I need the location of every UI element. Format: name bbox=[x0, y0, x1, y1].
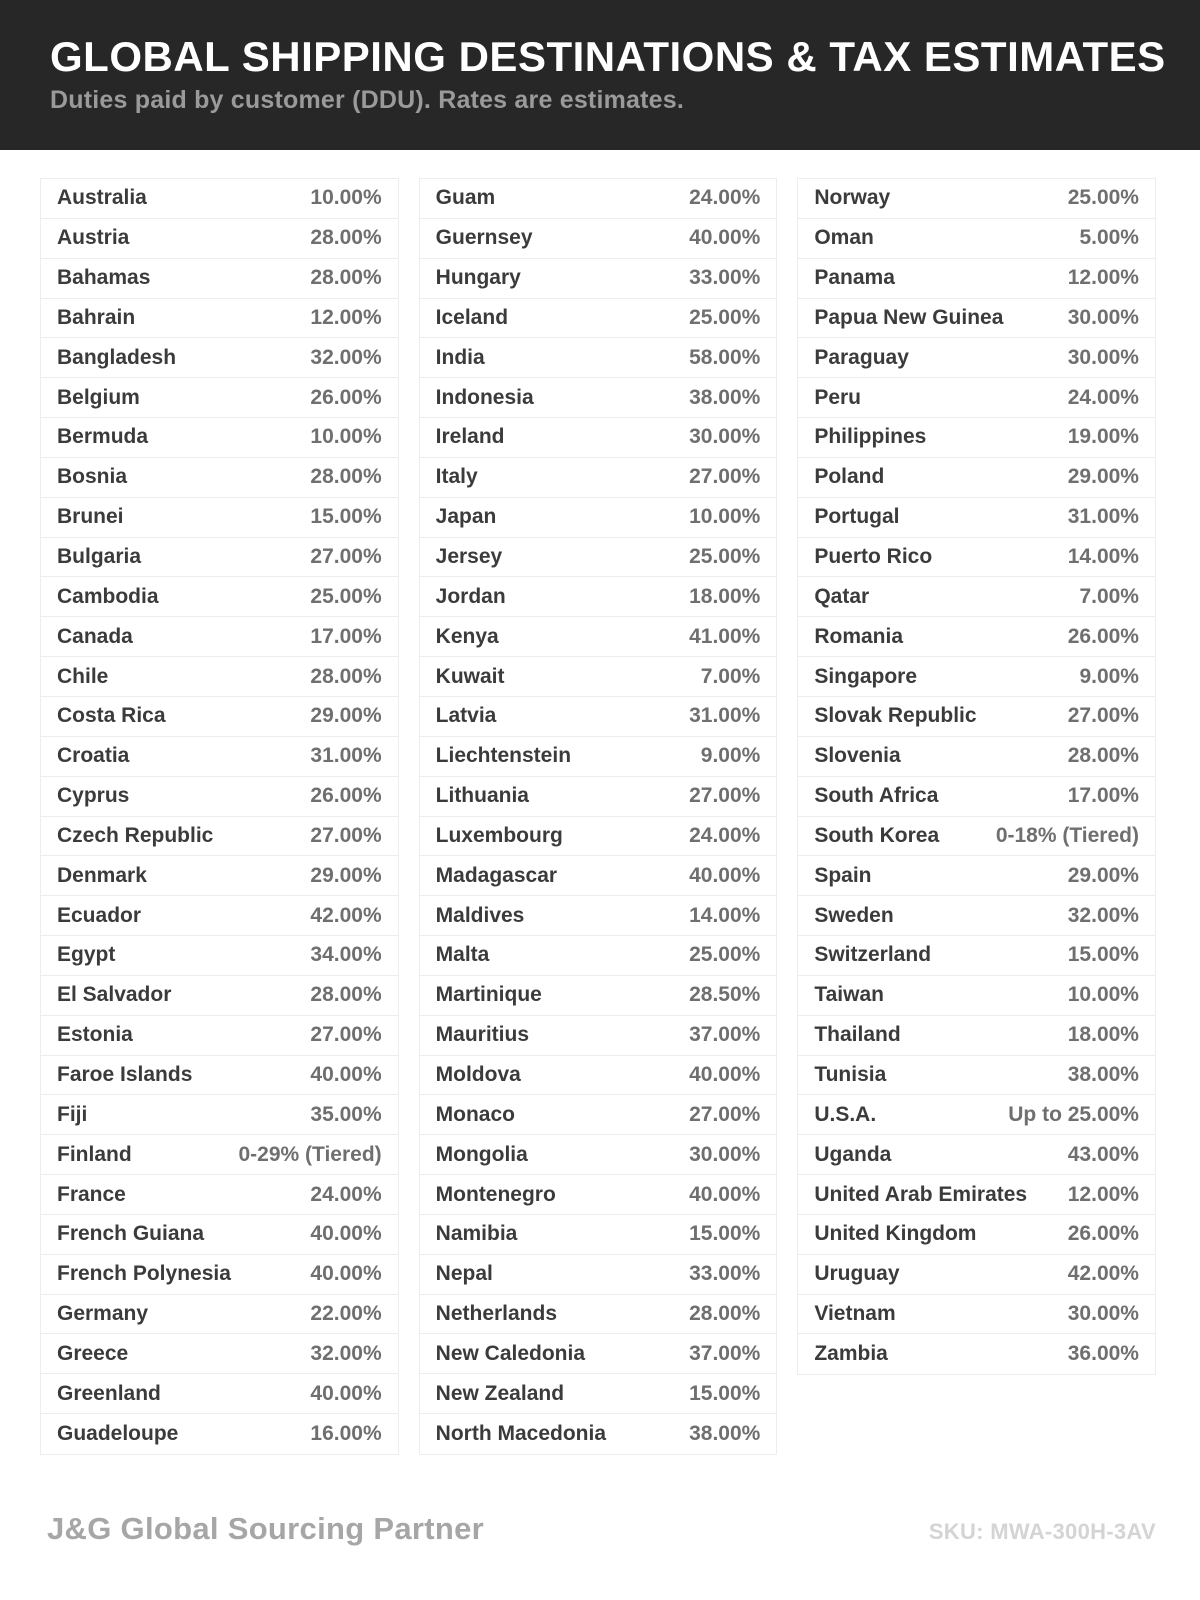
country-name: Guadeloupe bbox=[57, 1422, 179, 1446]
country-name: Egypt bbox=[57, 943, 116, 967]
table-row bbox=[798, 179, 1155, 219]
page-header bbox=[0, 0, 1200, 150]
table-row bbox=[420, 418, 777, 458]
table-row bbox=[420, 1414, 777, 1454]
tax-rate-value: 24.00% bbox=[689, 186, 761, 210]
country-name: Uganda bbox=[814, 1142, 892, 1166]
country-name: Czech Republic bbox=[57, 823, 214, 847]
table-row bbox=[41, 1095, 398, 1135]
country-name: Ireland bbox=[435, 425, 505, 449]
table-row bbox=[798, 777, 1155, 817]
table-row bbox=[798, 418, 1155, 458]
country-name: Romania bbox=[814, 624, 904, 648]
tax-rate-value: 27.00% bbox=[310, 545, 382, 569]
table-row bbox=[420, 896, 777, 936]
table-row bbox=[41, 617, 398, 657]
tax-rate-value: 9.00% bbox=[1079, 664, 1139, 688]
country-name: Namibia bbox=[435, 1222, 518, 1246]
tax-rate-value: 15.00% bbox=[1067, 943, 1139, 967]
country-name: India bbox=[435, 345, 485, 369]
tax-rate-value: 7.00% bbox=[1079, 584, 1139, 608]
table-row bbox=[420, 936, 777, 976]
country-name: Moldova bbox=[435, 1062, 521, 1086]
table-row bbox=[798, 498, 1155, 538]
tax-rate-value: 27.00% bbox=[689, 784, 761, 808]
table-row bbox=[420, 817, 777, 857]
country-name: Canada bbox=[57, 624, 133, 648]
page-title: GLOBAL SHIPPING DESTINATIONS & TAX ESTIMATES bbox=[50, 33, 1166, 80]
tax-rate-value: 35.00% bbox=[310, 1102, 382, 1126]
table-row bbox=[41, 1295, 398, 1335]
table-row bbox=[41, 418, 398, 458]
country-name: U.S.A. bbox=[814, 1102, 877, 1126]
tax-rate-value: 40.00% bbox=[310, 1222, 382, 1246]
brand-name: J&G Global Sourcing Partner bbox=[47, 1511, 485, 1546]
tax-rate-value: 32.00% bbox=[310, 1341, 382, 1365]
tax-rate-value: 40.00% bbox=[310, 1062, 382, 1086]
country-name: Netherlands bbox=[435, 1302, 558, 1326]
table-row bbox=[41, 219, 398, 259]
table-row bbox=[41, 538, 398, 578]
country-name: Paraguay bbox=[814, 345, 909, 369]
tax-rate-value: 28.00% bbox=[310, 226, 382, 250]
tax-rate-value: 30.00% bbox=[1067, 305, 1139, 329]
table-row bbox=[420, 577, 777, 617]
table-row bbox=[41, 498, 398, 538]
tax-rate-value: 15.00% bbox=[310, 505, 382, 529]
country-name: Chile bbox=[57, 664, 109, 688]
tax-rate-value: 25.00% bbox=[310, 584, 382, 608]
table-row bbox=[798, 657, 1155, 697]
country-name: French Polynesia bbox=[57, 1262, 231, 1286]
country-name: Puerto Rico bbox=[814, 545, 933, 569]
tax-rate-value: 18.00% bbox=[1067, 1023, 1139, 1047]
country-name: Germany bbox=[57, 1302, 149, 1326]
table-row bbox=[798, 737, 1155, 777]
tax-rate-value: 24.00% bbox=[1067, 385, 1139, 409]
table-row bbox=[41, 179, 398, 219]
country-name: Monaco bbox=[435, 1102, 515, 1126]
table-row bbox=[798, 1215, 1155, 1255]
tax-rate-value: 32.00% bbox=[1067, 903, 1139, 927]
tax-rate-value: 28.00% bbox=[1067, 744, 1139, 768]
table-row bbox=[41, 378, 398, 418]
table-row bbox=[420, 378, 777, 418]
table-column-2 bbox=[419, 178, 778, 1455]
country-name: French Guiana bbox=[57, 1222, 205, 1246]
tax-rate-value: 10.00% bbox=[310, 425, 382, 449]
table-row bbox=[420, 1215, 777, 1255]
country-name: Liechtenstein bbox=[435, 744, 572, 768]
tax-rate-value: 40.00% bbox=[689, 1062, 761, 1086]
tax-rate-value: 30.00% bbox=[1067, 345, 1139, 369]
tax-rate-value: 26.00% bbox=[1067, 624, 1139, 648]
country-name: Jordan bbox=[435, 584, 506, 608]
tax-rate-value: 10.00% bbox=[1067, 983, 1139, 1007]
table-row bbox=[420, 1255, 777, 1295]
country-name: Denmark bbox=[57, 863, 147, 887]
country-name: Maldives bbox=[435, 903, 525, 927]
table-row bbox=[420, 259, 777, 299]
table-row bbox=[41, 1414, 398, 1454]
table-row bbox=[420, 617, 777, 657]
tax-rate-value: 58.00% bbox=[689, 345, 761, 369]
tax-rate-value: 26.00% bbox=[310, 784, 382, 808]
table-row bbox=[420, 657, 777, 697]
table-row bbox=[798, 1056, 1155, 1096]
country-name: Qatar bbox=[814, 584, 870, 608]
table-row bbox=[41, 577, 398, 617]
tax-rate-value: 43.00% bbox=[1067, 1142, 1139, 1166]
country-name: Oman bbox=[814, 226, 874, 250]
tax-rate-value: 26.00% bbox=[310, 385, 382, 409]
country-name: Mauritius bbox=[435, 1023, 529, 1047]
table-row bbox=[798, 1095, 1155, 1135]
country-name: Jersey bbox=[435, 545, 503, 569]
country-name: Madagascar bbox=[435, 863, 558, 887]
table-row bbox=[420, 1095, 777, 1135]
table-row bbox=[41, 737, 398, 777]
tax-rate-value: 38.00% bbox=[689, 385, 761, 409]
tax-rate-value: 27.00% bbox=[689, 465, 761, 489]
tax-rate-value: 37.00% bbox=[689, 1341, 761, 1365]
tax-rate-value: 40.00% bbox=[689, 1182, 761, 1206]
tax-rate-value: 41.00% bbox=[689, 624, 761, 648]
country-name: Guernsey bbox=[435, 226, 533, 250]
table-row bbox=[41, 1215, 398, 1255]
table-row bbox=[798, 1334, 1155, 1374]
tax-rate-value: 27.00% bbox=[1067, 704, 1139, 728]
tax-rate-value: 34.00% bbox=[310, 943, 382, 967]
table-row bbox=[798, 1135, 1155, 1175]
tax-rate-value: 27.00% bbox=[310, 1023, 382, 1047]
country-name: Italy bbox=[435, 465, 478, 489]
country-name: Fiji bbox=[57, 1102, 88, 1126]
country-name: Luxembourg bbox=[435, 823, 563, 847]
table-row bbox=[798, 338, 1155, 378]
tax-rate-value: 29.00% bbox=[310, 704, 382, 728]
country-name: Switzerland bbox=[814, 943, 932, 967]
table-row bbox=[41, 1016, 398, 1056]
country-name: Cyprus bbox=[57, 784, 130, 808]
tax-rate-value: 22.00% bbox=[310, 1302, 382, 1326]
table-row bbox=[41, 817, 398, 857]
country-name: South Africa bbox=[814, 784, 939, 808]
tax-rate-value: 31.00% bbox=[310, 744, 382, 768]
country-name: New Caledonia bbox=[435, 1341, 586, 1365]
table-row bbox=[41, 936, 398, 976]
country-name: Lithuania bbox=[435, 784, 529, 808]
table-row bbox=[420, 1374, 777, 1414]
table-row bbox=[798, 976, 1155, 1016]
country-name: Vietnam bbox=[814, 1302, 896, 1326]
table-row bbox=[420, 219, 777, 259]
table-row bbox=[420, 179, 777, 219]
tax-rate-value: 28.00% bbox=[310, 266, 382, 290]
table-row bbox=[798, 1016, 1155, 1056]
table-row bbox=[420, 1016, 777, 1056]
table-column-1 bbox=[40, 178, 399, 1455]
table-row bbox=[420, 1295, 777, 1335]
table-row bbox=[420, 538, 777, 578]
tax-rate-value: 31.00% bbox=[1067, 505, 1139, 529]
tax-rate-value: 40.00% bbox=[310, 1381, 382, 1405]
country-name: Greece bbox=[57, 1341, 129, 1365]
country-name: United Kingdom bbox=[814, 1222, 977, 1246]
country-name: Taiwan bbox=[814, 983, 884, 1007]
tax-rate-value: 16.00% bbox=[310, 1422, 382, 1446]
country-name: Bermuda bbox=[57, 425, 149, 449]
country-name: Estonia bbox=[57, 1023, 133, 1047]
table-row bbox=[798, 299, 1155, 339]
tax-rate-value: 25.00% bbox=[1067, 186, 1139, 210]
tax-rate-value: 30.00% bbox=[1067, 1302, 1139, 1326]
table-row bbox=[41, 657, 398, 697]
tax-rate-value: 42.00% bbox=[1067, 1262, 1139, 1286]
tax-rate-value: 40.00% bbox=[689, 226, 761, 250]
country-name: Cambodia bbox=[57, 584, 159, 608]
tax-rate-value: 28.00% bbox=[689, 1302, 761, 1326]
table-row bbox=[41, 976, 398, 1016]
tax-rate-value: 24.00% bbox=[689, 823, 761, 847]
tax-rate-value: 30.00% bbox=[689, 425, 761, 449]
table-row bbox=[420, 498, 777, 538]
country-name: Sweden bbox=[814, 903, 894, 927]
tax-rate-value: 37.00% bbox=[689, 1023, 761, 1047]
country-name: Bulgaria bbox=[57, 545, 142, 569]
country-name: France bbox=[57, 1182, 126, 1206]
country-name: North Macedonia bbox=[435, 1422, 607, 1446]
table-row bbox=[798, 896, 1155, 936]
country-name: Mongolia bbox=[435, 1142, 528, 1166]
tax-rate-value: 12.00% bbox=[1067, 1182, 1139, 1206]
tax-rate-value: 33.00% bbox=[689, 1262, 761, 1286]
country-name: Austria bbox=[57, 226, 130, 250]
country-name: Costa Rica bbox=[57, 704, 166, 728]
country-name: Philippines bbox=[814, 425, 927, 449]
country-name: Kuwait bbox=[435, 664, 505, 688]
table-row bbox=[798, 936, 1155, 976]
table-row bbox=[798, 259, 1155, 299]
table-row bbox=[798, 219, 1155, 259]
table-row bbox=[41, 338, 398, 378]
tax-rate-value: 10.00% bbox=[310, 186, 382, 210]
tax-rate-value: 28.00% bbox=[310, 983, 382, 1007]
tax-rate-value: 0-18% (Tiered) bbox=[995, 823, 1139, 847]
country-name: Panama bbox=[814, 266, 895, 290]
country-name: Montenegro bbox=[435, 1182, 556, 1206]
tax-rate-value: 12.00% bbox=[1067, 266, 1139, 290]
table-row bbox=[798, 1255, 1155, 1295]
table-row bbox=[420, 1334, 777, 1374]
table-row bbox=[41, 1175, 398, 1215]
tax-rate-value: 15.00% bbox=[689, 1381, 761, 1405]
tax-rate-value: 5.00% bbox=[1079, 226, 1139, 250]
tax-rate-value: 25.00% bbox=[689, 943, 761, 967]
tax-rate-value: 19.00% bbox=[1067, 425, 1139, 449]
tax-rate-value: 28.00% bbox=[310, 664, 382, 688]
tax-rate-value: 30.00% bbox=[689, 1142, 761, 1166]
country-name: Kenya bbox=[435, 624, 499, 648]
table-row bbox=[798, 856, 1155, 896]
tax-rate-value: 17.00% bbox=[1067, 784, 1139, 808]
country-name: United Arab Emirates bbox=[814, 1182, 1028, 1206]
table-row bbox=[41, 856, 398, 896]
tax-rate-value: 14.00% bbox=[1067, 545, 1139, 569]
country-name: Slovak Republic bbox=[814, 704, 977, 728]
table-row bbox=[41, 1056, 398, 1096]
table-row bbox=[420, 777, 777, 817]
table-row bbox=[41, 259, 398, 299]
country-name: Indonesia bbox=[435, 385, 534, 409]
page-subtitle: Duties paid by customer (DDU). Rates are estimates. bbox=[50, 86, 685, 114]
table-row bbox=[798, 617, 1155, 657]
table-row bbox=[420, 1135, 777, 1175]
table-row bbox=[420, 976, 777, 1016]
table-row bbox=[420, 697, 777, 737]
tax-rate-value: 29.00% bbox=[310, 863, 382, 887]
country-name: Japan bbox=[435, 505, 497, 529]
country-name: Ecuador bbox=[57, 903, 142, 927]
table-row bbox=[41, 1255, 398, 1295]
tax-rate-value: 9.00% bbox=[700, 744, 761, 768]
country-name: Uruguay bbox=[814, 1262, 900, 1286]
tax-rate-value: 42.00% bbox=[310, 903, 382, 927]
tax-rate-value: 18.00% bbox=[689, 584, 761, 608]
tax-rate-value: 28.00% bbox=[310, 465, 382, 489]
country-name: El Salvador bbox=[57, 983, 172, 1007]
tax-rate-value: Up to 25.00% bbox=[1008, 1102, 1139, 1126]
country-name: Portugal bbox=[814, 505, 900, 529]
table-row bbox=[41, 458, 398, 498]
country-name: Finland bbox=[57, 1142, 132, 1166]
tax-rate-value: 27.00% bbox=[689, 1102, 761, 1126]
tax-rate-value: 26.00% bbox=[1067, 1222, 1139, 1246]
tax-rate-value: 29.00% bbox=[1067, 863, 1139, 887]
table-row bbox=[420, 458, 777, 498]
table-row bbox=[420, 737, 777, 777]
tax-rate-value: 10.00% bbox=[689, 505, 761, 529]
tax-rate-value: 17.00% bbox=[310, 624, 382, 648]
tax-rate-value: 25.00% bbox=[689, 545, 761, 569]
tax-rate-value: 12.00% bbox=[310, 305, 382, 329]
country-name: Poland bbox=[814, 465, 885, 489]
tax-rate-value: 29.00% bbox=[1067, 465, 1139, 489]
table-row bbox=[798, 817, 1155, 857]
country-name: Singapore bbox=[814, 664, 918, 688]
country-name: Bosnia bbox=[57, 465, 128, 489]
country-name: Papua New Guinea bbox=[814, 305, 1004, 329]
country-name: Thailand bbox=[814, 1023, 901, 1047]
country-name: Bangladesh bbox=[57, 345, 177, 369]
table-row bbox=[41, 896, 398, 936]
tax-rate-value: 31.00% bbox=[689, 704, 761, 728]
page-footer bbox=[47, 1511, 1156, 1547]
tax-rate-value: 25.00% bbox=[689, 305, 761, 329]
country-name: Belgium bbox=[57, 385, 140, 409]
country-name: Slovenia bbox=[814, 744, 901, 768]
table-row bbox=[41, 1334, 398, 1374]
table-row bbox=[798, 378, 1155, 418]
table-row bbox=[41, 1374, 398, 1414]
table-row bbox=[798, 697, 1155, 737]
table-row bbox=[798, 1175, 1155, 1215]
table-row bbox=[798, 1295, 1155, 1335]
country-name: Iceland bbox=[435, 305, 509, 329]
tax-rate-value: 38.00% bbox=[1067, 1062, 1139, 1086]
country-name: Hungary bbox=[435, 266, 521, 290]
tax-rate-value: 40.00% bbox=[310, 1262, 382, 1286]
tax-rate-value: 40.00% bbox=[689, 863, 761, 887]
table-row bbox=[41, 777, 398, 817]
table-row bbox=[798, 538, 1155, 578]
country-name: Guam bbox=[435, 186, 496, 210]
tax-rate-value: 36.00% bbox=[1067, 1342, 1139, 1366]
country-name: Martinique bbox=[435, 983, 542, 1007]
table-row bbox=[798, 458, 1155, 498]
country-name: New Zealand bbox=[435, 1381, 565, 1405]
tax-rate-value: 33.00% bbox=[689, 266, 761, 290]
country-name: Faroe Islands bbox=[57, 1062, 193, 1086]
country-name: Spain bbox=[814, 863, 872, 887]
tax-rate-value: 27.00% bbox=[310, 823, 382, 847]
tax-rate-value: 32.00% bbox=[310, 345, 382, 369]
country-name: Australia bbox=[57, 186, 147, 210]
tax-rate-value: 7.00% bbox=[700, 664, 761, 688]
table-row bbox=[420, 1056, 777, 1096]
country-name: Malta bbox=[435, 943, 490, 967]
tax-rate-value: 0-29% (Tiered) bbox=[238, 1142, 382, 1166]
tax-rate-value: 24.00% bbox=[310, 1182, 382, 1206]
sku-label: SKU: MWA-300H-3AV bbox=[928, 1519, 1156, 1544]
tax-rate-value: 38.00% bbox=[689, 1422, 761, 1446]
country-name: Greenland bbox=[57, 1381, 161, 1405]
country-name: Bahamas bbox=[57, 266, 151, 290]
tax-rate-table-grid bbox=[40, 178, 1156, 1455]
table-row bbox=[41, 1135, 398, 1175]
tax-rate-value: 14.00% bbox=[689, 903, 761, 927]
tax-rate-value: 15.00% bbox=[689, 1222, 761, 1246]
table-row bbox=[41, 697, 398, 737]
country-name: Nepal bbox=[435, 1262, 493, 1286]
table-row bbox=[420, 338, 777, 378]
country-name: Brunei bbox=[57, 505, 124, 529]
country-name: South Korea bbox=[814, 823, 940, 847]
country-name: Bahrain bbox=[57, 305, 136, 329]
table-row bbox=[420, 856, 777, 896]
table-row bbox=[798, 577, 1155, 617]
country-name: Latvia bbox=[435, 704, 497, 728]
country-name: Tunisia bbox=[814, 1062, 887, 1086]
table-column-3 bbox=[797, 178, 1156, 1375]
table-row bbox=[420, 1175, 777, 1215]
table-row bbox=[41, 299, 398, 339]
tax-rate-value: 28.50% bbox=[689, 983, 761, 1007]
country-name: Peru bbox=[814, 385, 862, 409]
table-row bbox=[420, 299, 777, 339]
country-name: Norway bbox=[814, 186, 891, 210]
country-name: Zambia bbox=[814, 1342, 888, 1366]
country-name: Croatia bbox=[57, 744, 130, 768]
